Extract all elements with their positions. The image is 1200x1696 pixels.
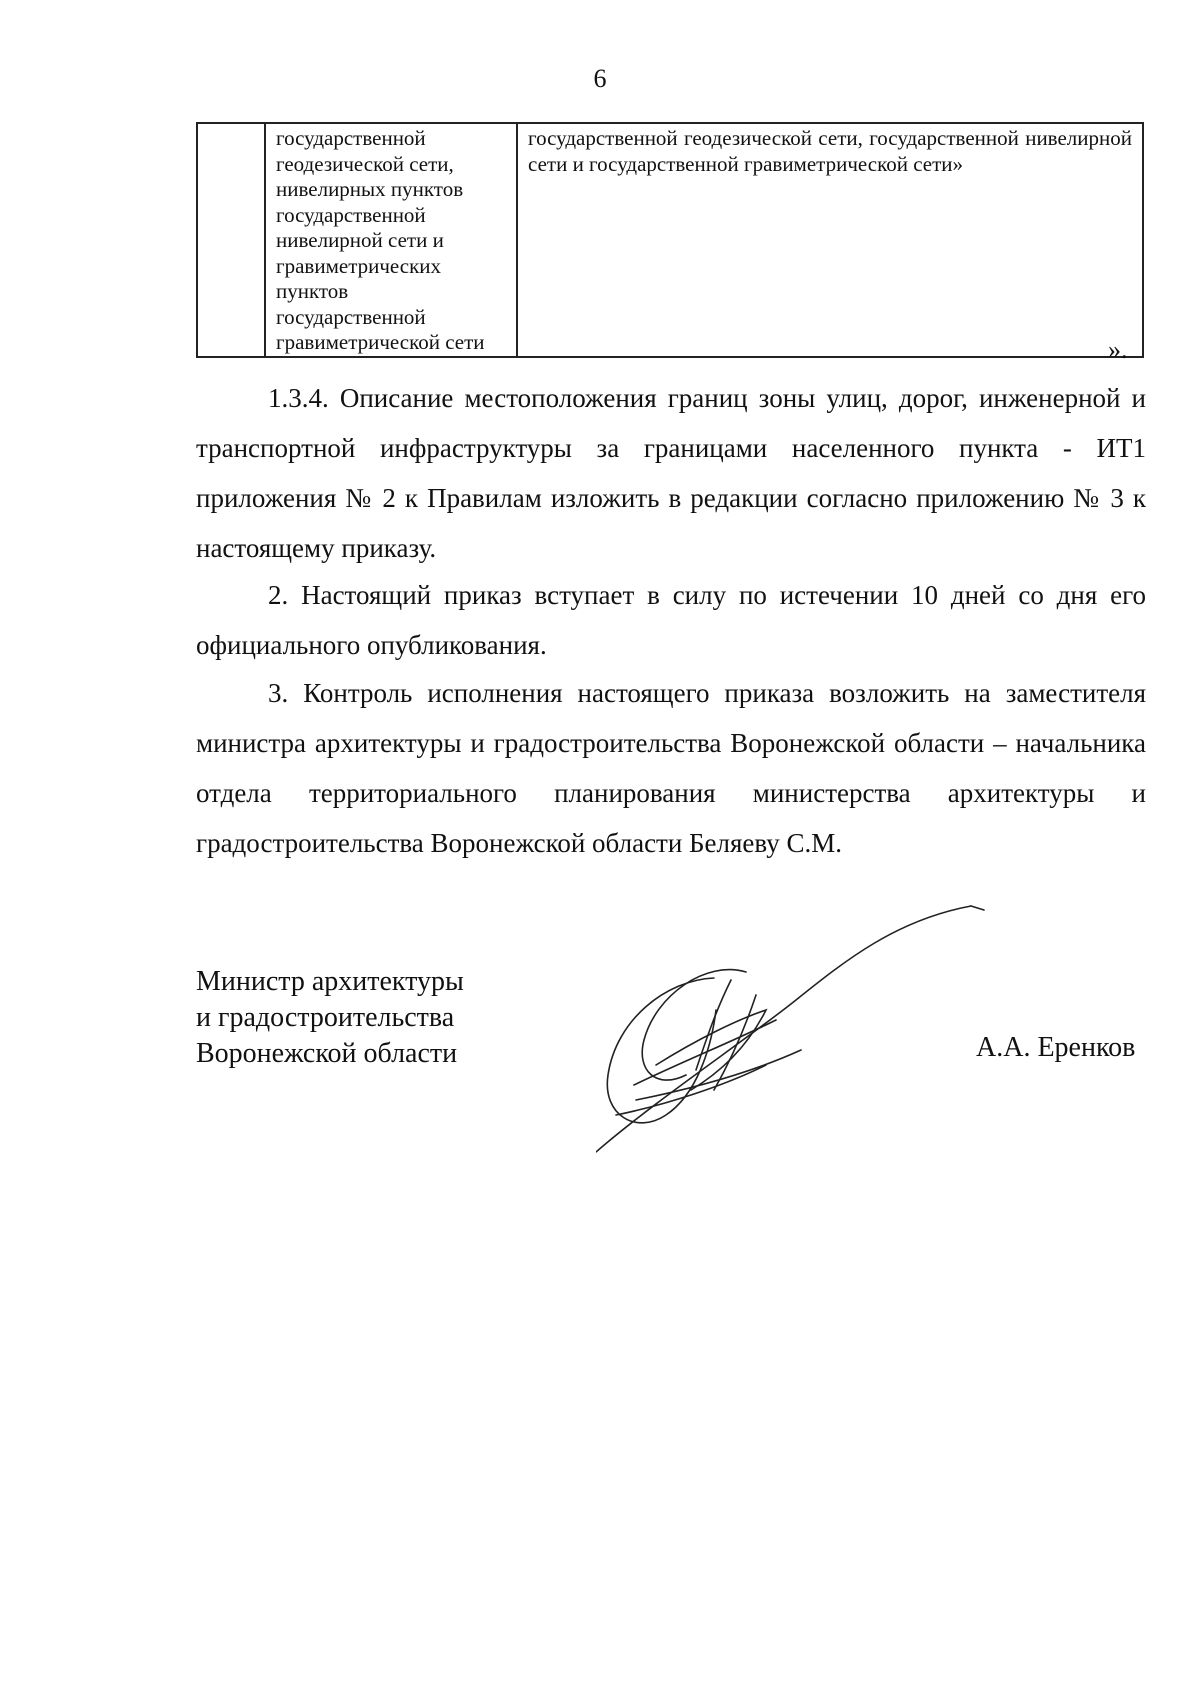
signatory-title-line: Воронежской области: [196, 1038, 458, 1069]
cell-line: геодезической сети,: [276, 151, 454, 176]
signatory-title-line: и градостроительства: [196, 1002, 455, 1033]
table-cell-object: [265, 123, 517, 357]
paragraph-3: [196, 668, 1146, 868]
signature-stroke: [971, 906, 984, 910]
paragraph-text: 2. Настоящий приказ вступает в силу по истечении 10 дней со дня его официального опубликования.: [196, 580, 1146, 660]
signature-stroke: [596, 906, 971, 1152]
cell-line: государственной: [276, 126, 426, 150]
signatory-title: [196, 964, 464, 1072]
cell-line: государственной: [276, 202, 426, 227]
cell-line: нивелирных пунктов: [276, 177, 464, 201]
signatory-name: А.А. Еренков: [976, 1032, 1136, 1063]
signatory-title-line: Министр архитектуры: [196, 966, 464, 997]
handwritten-signature: [596, 900, 996, 1160]
table-cell-description: государственной геодезической сети, государственной нивелирной сети и государственной гравиметрической сети»: [517, 123, 1143, 357]
table-cell-number: [197, 123, 265, 357]
table-row: [197, 123, 1143, 357]
paragraph-1-3-4: [196, 373, 1146, 573]
cell-line: гравиметрических пунктов: [276, 253, 442, 303]
closing-quote: ».: [1108, 335, 1128, 364]
cell-line: государственной: [276, 304, 426, 329]
cell-line: нивелирной сети и: [276, 228, 444, 252]
paragraph-text: 1.3.4. Описание местоположения границ зоны улиц, дорог, инженерной и транспортной инфраструктуры за границами населенного пункта - ИТ1 приложения № 2 к Правилам изложить в редакции согласно приложению № 3 к настоящему приказу.: [196, 383, 1146, 563]
signature-stroke: [607, 978, 716, 1123]
cell-line: гравиметрической сети: [276, 330, 485, 354]
page-number: 6: [593, 64, 607, 93]
paragraph-2: [196, 570, 1146, 670]
paragraph-text: 3. Контроль исполнения настоящего приказа возложить на заместителя министра архитектуры и градостроительства Воронежской области – начальника отдела территориального планирования министерства архитектуры и градостроительства Воронежской области Беляеву С.М.: [196, 678, 1146, 858]
continuation-table: [196, 122, 1144, 358]
